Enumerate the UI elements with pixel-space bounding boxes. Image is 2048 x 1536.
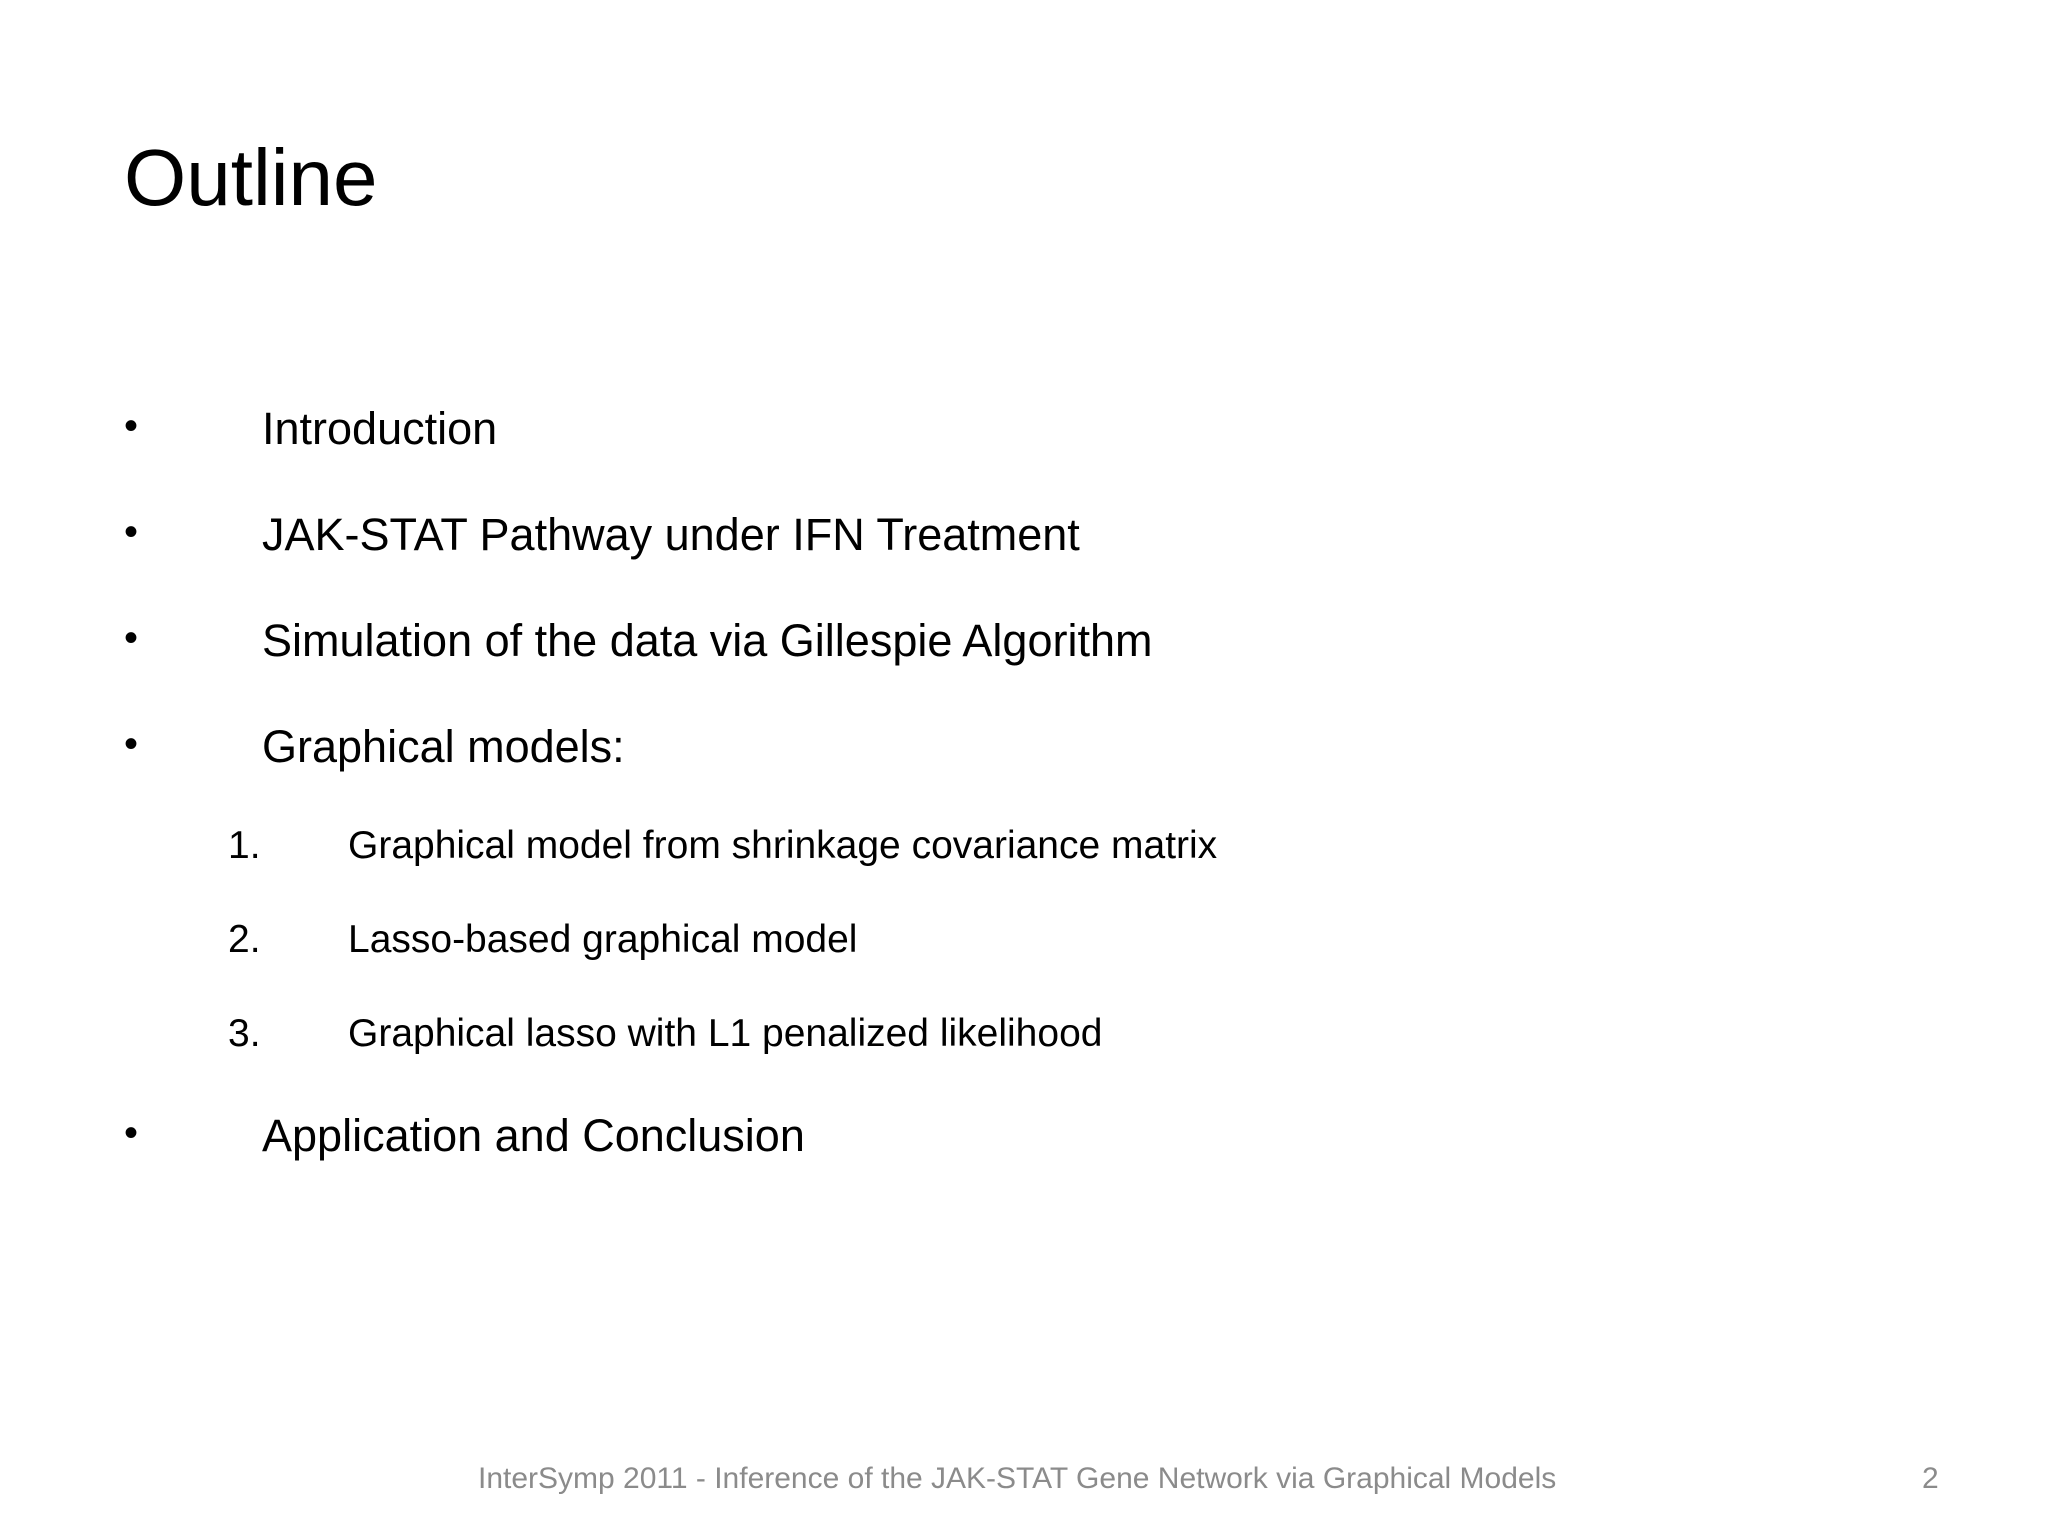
outline-item-label: Introduction [262, 403, 498, 454]
slide-title: Outline [124, 133, 378, 222]
bullet-marker: • [124, 722, 139, 766]
sub-item-label: Lasso-based graphical model [348, 918, 858, 961]
list-number: 3. [228, 1012, 261, 1055]
bullet-marker: • [124, 510, 139, 554]
outline-item-label: Graphical models: [262, 721, 625, 772]
bullet-marker: • [124, 616, 139, 660]
outline-item-label: Simulation of the data via Gillespie Algorithm [262, 615, 1153, 666]
bullet-marker: • [124, 1111, 139, 1155]
outline-item-label: Application and Conclusion [262, 1110, 805, 1161]
outline-item-label: JAK-STAT Pathway under IFN Treatment [262, 509, 1080, 560]
bullet-marker: • [124, 404, 139, 448]
slide-number: 2 [1922, 1462, 1939, 1495]
list-number: 1. [228, 824, 261, 867]
slide-footer: InterSymp 2011 - Inference of the JAK-STAT Gene Network via Graphical Models [478, 1462, 1557, 1495]
list-number: 2. [228, 918, 261, 961]
sub-item-label: Graphical model from shrinkage covariance matrix [348, 824, 1218, 867]
sub-item-label: Graphical lasso with L1 penalized likelihood [348, 1012, 1103, 1055]
